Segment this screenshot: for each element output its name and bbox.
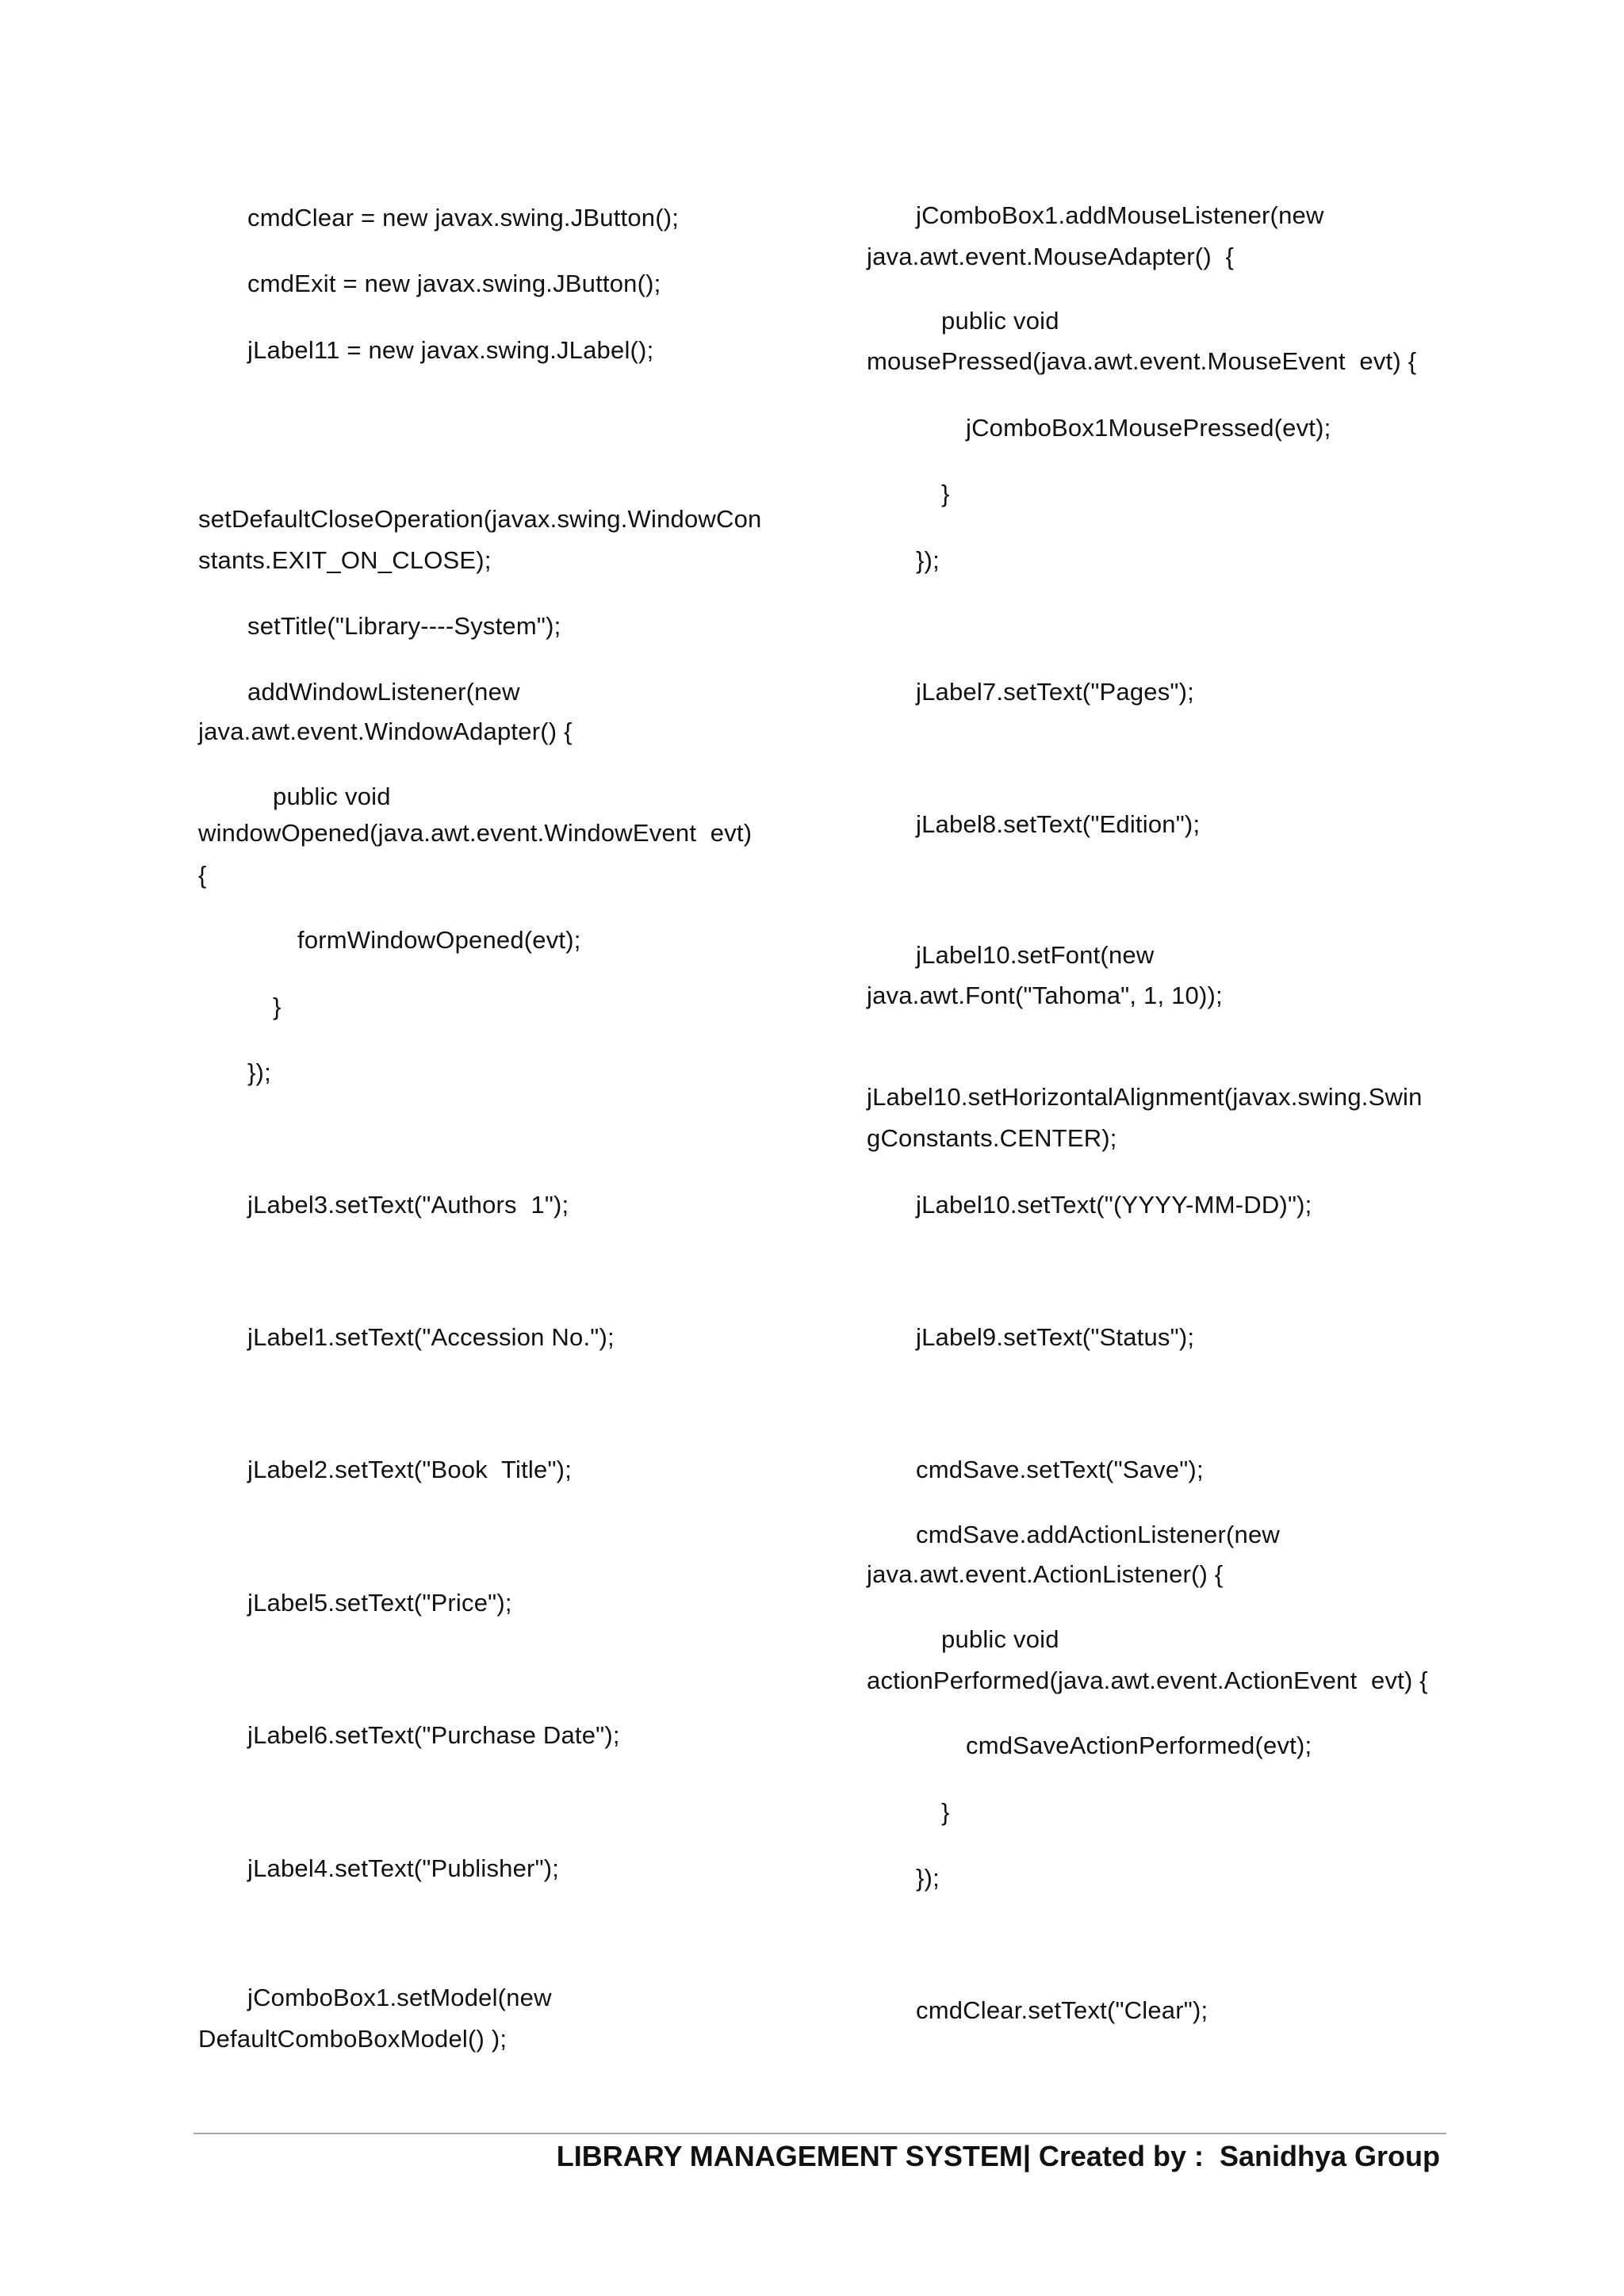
code-line: }); xyxy=(247,1058,271,1086)
code-line: cmdClear.setText("Clear"); xyxy=(916,1996,1208,2024)
code-line: formWindowOpened(evt); xyxy=(297,926,581,954)
code-line: stants.EXIT_ON_CLOSE); xyxy=(198,546,492,574)
code-line: windowOpened(java.awt.event.WindowEvent evt) xyxy=(198,819,753,847)
code-line: jComboBox1MousePressed(evt); xyxy=(966,414,1331,442)
code-line: } xyxy=(273,993,282,1020)
footer-divider xyxy=(193,2133,1446,2134)
code-line: setTitle("Library----System"); xyxy=(247,612,561,640)
code-line: jLabel5.setText("Price"); xyxy=(247,1589,512,1617)
code-line: }); xyxy=(916,1864,940,1892)
code-line: jLabel11 = new javax.swing.JLabel(); xyxy=(247,336,654,364)
code-line: gConstants.CENTER); xyxy=(867,1124,1117,1152)
code-line: jLabel10.setFont(new xyxy=(916,941,1155,969)
code-line: jComboBox1.setModel(new xyxy=(247,1984,552,2011)
code-line: } xyxy=(941,480,950,507)
code-line: jLabel8.setText("Edition"); xyxy=(916,810,1201,838)
code-line: java.awt.Font("Tahoma", 1, 10)); xyxy=(867,982,1223,1009)
code-line: } xyxy=(941,1798,950,1826)
code-line: jLabel10.setHorizontalAlignment(javax.swing.Swin xyxy=(867,1083,1423,1111)
code-line: java.awt.event.ActionListener() { xyxy=(867,1560,1224,1588)
code-line: cmdClear = new javax.swing.JButton(); xyxy=(247,204,680,232)
page-footer: LIBRARY MANAGEMENT SYSTEM| Created by : Sanidhya Group xyxy=(556,2140,1440,2172)
code-line: jLabel3.setText("Authors 1"); xyxy=(247,1191,569,1219)
code-line: mousePressed(java.awt.event.MouseEvent evt) { xyxy=(867,347,1417,375)
code-line: }); xyxy=(916,546,940,574)
code-line: cmdSave.addActionListener(new xyxy=(916,1521,1280,1548)
code-line: java.awt.event.WindowAdapter() { xyxy=(198,718,573,745)
code-line: public void xyxy=(941,307,1059,335)
code-line: jLabel1.setText("Accession No."); xyxy=(247,1323,615,1351)
code-line: DefaultComboBoxModel() ); xyxy=(198,2025,508,2053)
code-line: public void xyxy=(273,783,391,810)
code-line: actionPerformed(java.awt.event.ActionEvent evt) { xyxy=(867,1667,1428,1694)
code-line: jLabel9.setText("Status"); xyxy=(916,1323,1195,1351)
code-line: jComboBox1.addMouseListener(new xyxy=(916,201,1324,229)
code-line: jLabel10.setText("(YYYY-MM-DD)"); xyxy=(916,1191,1312,1219)
code-line: jLabel4.setText("Publisher"); xyxy=(247,1854,560,1882)
code-line: jLabel6.setText("Purchase Date"); xyxy=(247,1721,620,1749)
code-line: setDefaultCloseOperation(javax.swing.WindowCon xyxy=(198,505,762,533)
code-line: cmdSaveActionPerformed(evt); xyxy=(966,1732,1312,1759)
code-line: jLabel7.setText("Pages"); xyxy=(916,678,1194,706)
code-line: { xyxy=(198,861,207,889)
code-line: addWindowListener(new xyxy=(247,678,520,706)
code-line: cmdSave.setText("Save"); xyxy=(916,1456,1204,1483)
code-line: cmdExit = new javax.swing.JButton(); xyxy=(247,270,661,297)
code-line: public void xyxy=(941,1625,1059,1653)
code-line: jLabel2.setText("Book Title"); xyxy=(247,1456,573,1483)
code-line: java.awt.event.MouseAdapter() { xyxy=(867,243,1235,270)
